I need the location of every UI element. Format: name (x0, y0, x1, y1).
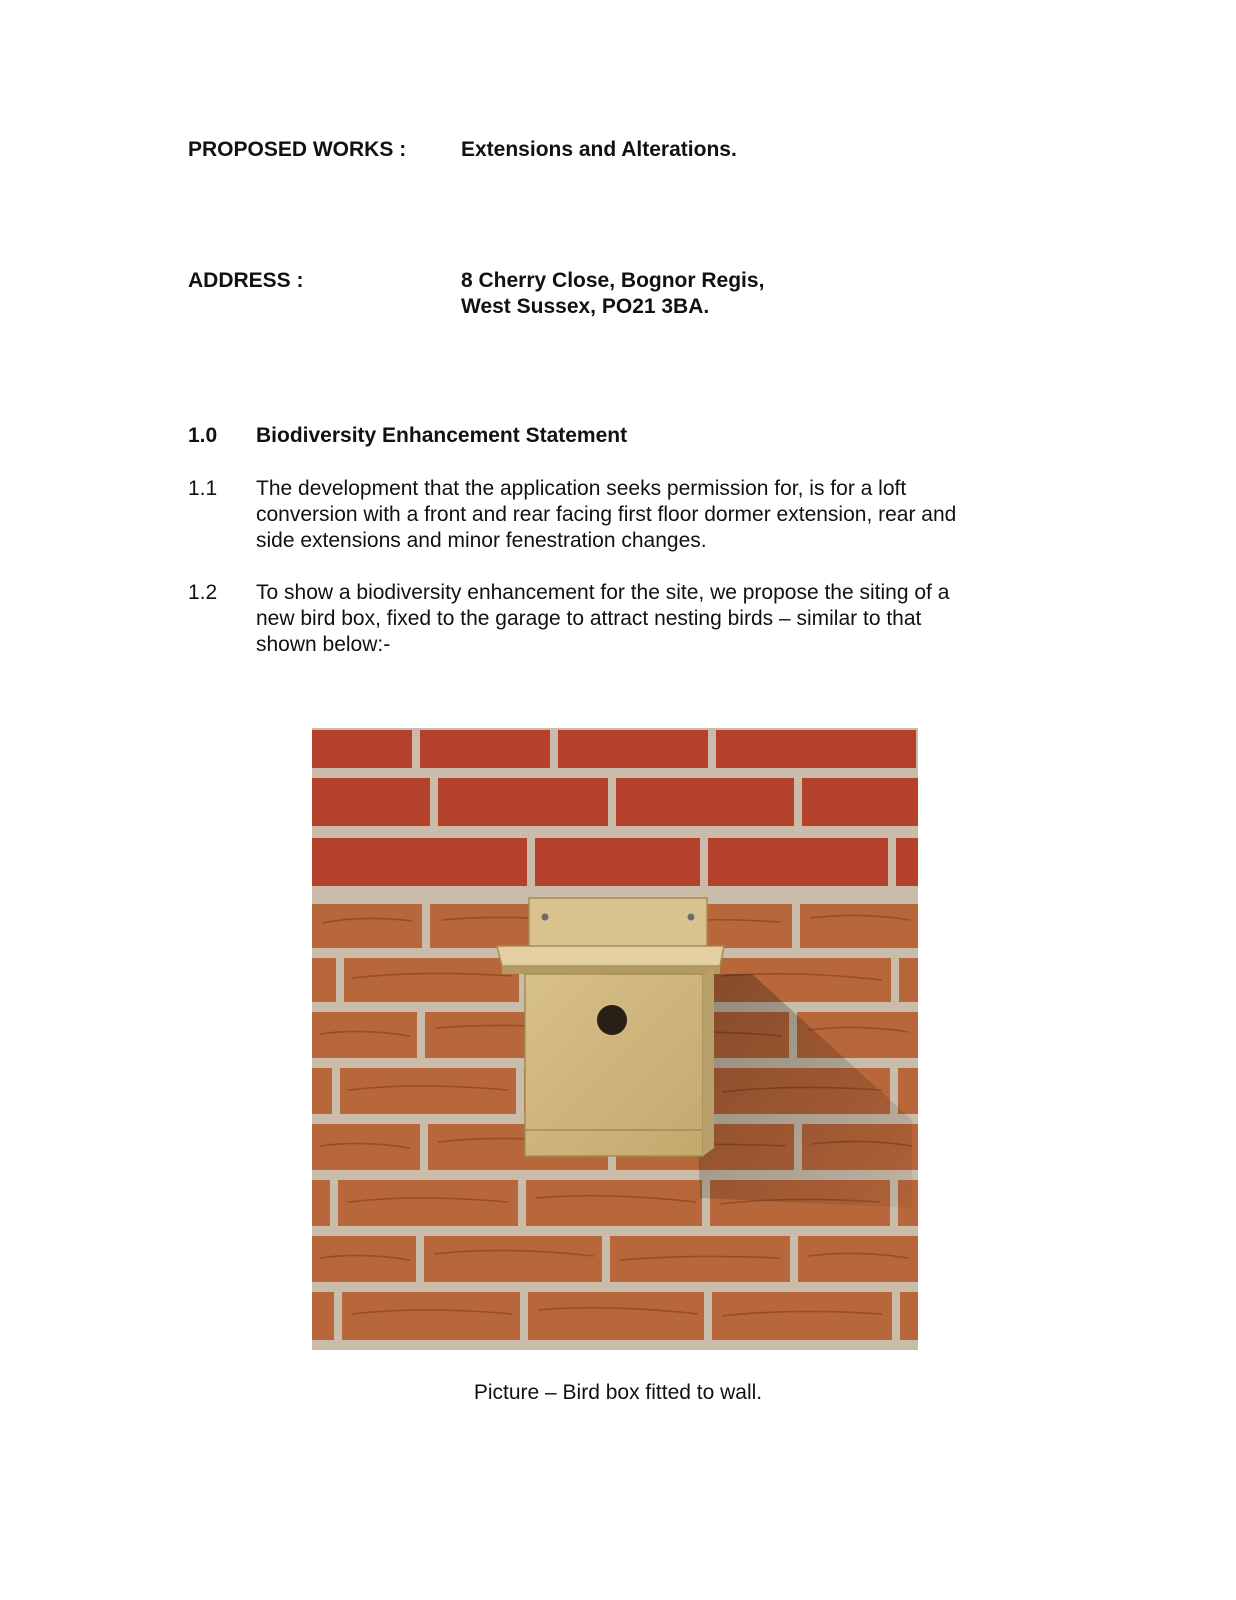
paragraph-line: side extensions and minor fenestration changes. (256, 529, 707, 552)
figure-caption: Picture – Bird box fitted to wall. (473, 1381, 763, 1404)
proposed-works-value: Extensions and Alterations. (461, 138, 737, 161)
paragraph-line: To show a biodiversity enhancement for the site, we propose the siting of a (256, 581, 950, 604)
address-line-1: 8 Cherry Close, Bognor Regis, (461, 269, 765, 292)
paragraph-number-1-2: 1.2 (188, 581, 218, 604)
bird-box-roof (497, 946, 724, 966)
section-title: Biodiversity Enhancement Statement (256, 424, 628, 447)
screw-icon (542, 914, 549, 921)
paragraph-line: The development that the application seeks permission for, is for a loft (256, 477, 907, 500)
paragraph-line: shown below:- (256, 633, 391, 656)
paragraph-number-1-1: 1.1 (188, 477, 218, 500)
address-label: ADDRESS : (188, 269, 304, 292)
bird-box-body (525, 974, 703, 1156)
paragraph-1-2 (256, 580, 1026, 658)
paragraph-1-1 (256, 476, 1026, 554)
paragraph-line: conversion with a front and rear facing first floor dormer extension, rear and (256, 503, 957, 526)
section-number: 1.0 (188, 424, 218, 447)
entrance-hole-icon (597, 1005, 627, 1035)
address-line-2: West Sussex, PO21 3BA. (461, 295, 710, 318)
bird-box-photo (312, 728, 918, 1350)
proposed-works-label: PROPOSED WORKS : (188, 138, 407, 161)
screw-icon (688, 914, 695, 921)
paragraph-line: new bird box, fixed to the garage to attract nesting birds – similar to that (256, 607, 922, 630)
